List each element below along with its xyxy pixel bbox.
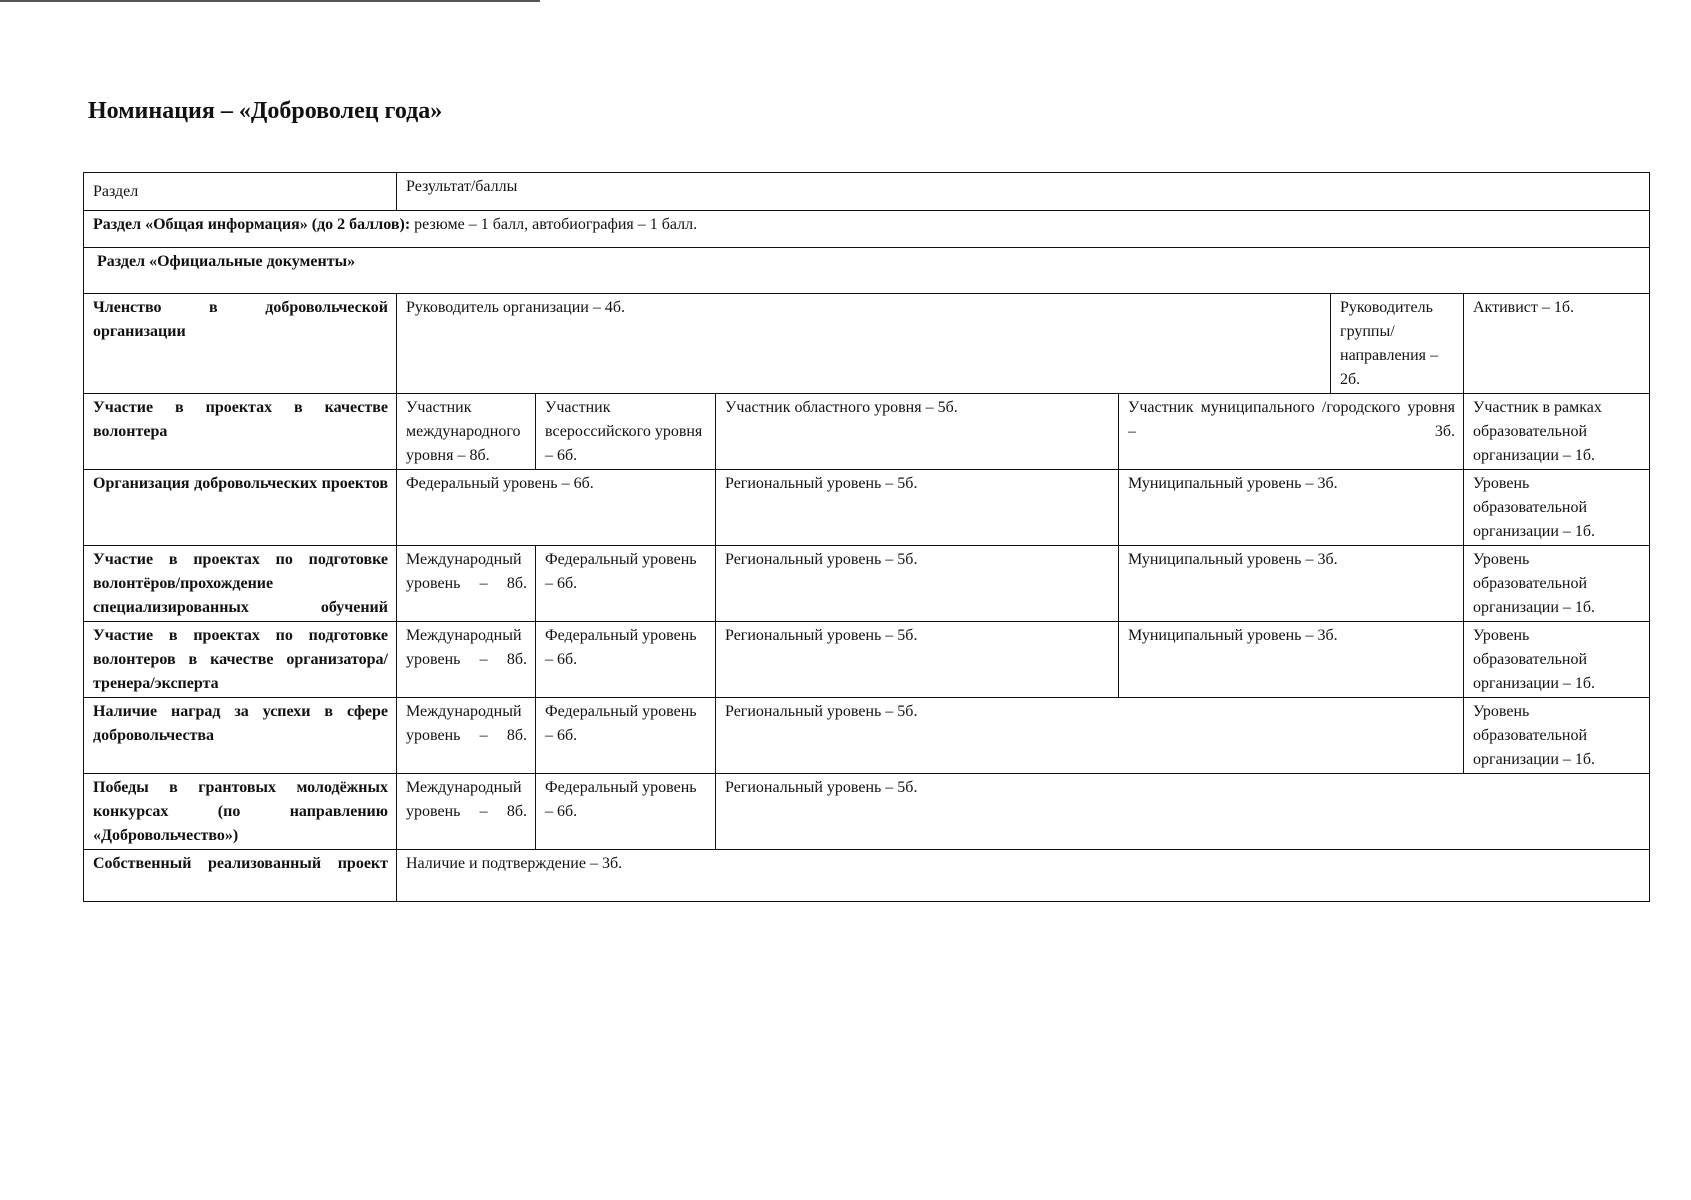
row-label: Наличие наград за успехи в сфере добровольчества xyxy=(84,698,397,774)
score-cell: Федеральный уровень – 6б. xyxy=(536,774,716,850)
official-docs-heading: Раздел «Официальные документы» xyxy=(84,248,1650,294)
score-cell: Активист – 1б. xyxy=(1464,294,1650,394)
table-row xyxy=(84,622,1650,698)
official-docs-row xyxy=(84,248,1650,294)
score-cell: Участник муниципального /городского уровня – 3б. xyxy=(1119,394,1464,470)
score-cell: Федеральный уровень – 6б. xyxy=(536,546,716,622)
score-cell: Международный уровень – 8б. xyxy=(397,622,536,698)
table-header-row xyxy=(84,173,1650,211)
score-cell: Региональный уровень – 5б. xyxy=(716,698,1464,774)
score-cell: Уровень образовательной организации – 1б. xyxy=(1464,698,1650,774)
row-label: Организация добровольческих проектов xyxy=(84,470,397,546)
score-cell: Наличие и подтверждение – 3б. xyxy=(397,850,1650,902)
row-label: Участие в проектах в качестве волонтера xyxy=(84,394,397,470)
table-row xyxy=(84,698,1650,774)
score-cell: Уровень образовательной организации – 1б. xyxy=(1464,622,1650,698)
score-cell: Участник международного уровня – 8б. xyxy=(397,394,536,470)
header-result: Результат/баллы xyxy=(397,173,1650,211)
row-label: Участие в проектах по подготовке волонтеров в качестве организатора/тренера/эксперта xyxy=(84,622,397,698)
general-info-label: Раздел «Общая информация» (до 2 баллов): xyxy=(93,216,411,233)
table-row xyxy=(84,394,1650,470)
table-row xyxy=(84,850,1650,902)
score-cell: Муниципальный уровень – 3б. xyxy=(1119,622,1464,698)
score-cell: Международный уровень – 8б. xyxy=(397,774,536,850)
row-label: Участие в проектах по подготовке волонтёров/прохождение специализированных обучений xyxy=(84,546,397,622)
header-section: Раздел xyxy=(84,173,397,211)
table-row xyxy=(84,470,1650,546)
score-cell: Международный уровень – 8б. xyxy=(397,546,536,622)
general-info-cell xyxy=(84,211,1650,248)
row-label: Победы в грантовых молодёжных конкурсах (по направлению «Добровольчество») xyxy=(84,774,397,850)
general-info-text: резюме – 1 балл, автобиография – 1 балл. xyxy=(414,216,698,233)
row-label: Членство в добровольческой организации xyxy=(84,294,397,394)
score-cell: Региональный уровень – 5б. xyxy=(716,470,1119,546)
score-cell: Региональный уровень – 5б. xyxy=(716,774,1650,850)
scoring-table xyxy=(83,172,1650,902)
score-cell: Федеральный уровень – 6б. xyxy=(397,470,716,546)
table-row xyxy=(84,294,1650,394)
score-cell: Участник в рамках образовательной организации – 1б. xyxy=(1464,394,1650,470)
score-cell: Федеральный уровень – 6б. xyxy=(536,622,716,698)
score-cell: Участник областного уровня – 5б. xyxy=(716,394,1119,470)
score-cell: Муниципальный уровень – 3б. xyxy=(1119,470,1464,546)
general-info-row xyxy=(84,211,1650,248)
score-cell: Региональный уровень – 5б. xyxy=(716,546,1119,622)
score-cell: Региональный уровень – 5б. xyxy=(716,622,1119,698)
table-row xyxy=(84,546,1650,622)
table-row xyxy=(84,774,1650,850)
score-cell: Федеральный уровень – 6б. xyxy=(536,698,716,774)
score-cell: Руководитель группы/направления – 2б. xyxy=(1331,294,1464,394)
score-cell: Уровень образовательной организации – 1б. xyxy=(1464,470,1650,546)
score-cell: Руководитель организации – 4б. xyxy=(397,294,1331,394)
score-cell: Уровень образовательной организации – 1б. xyxy=(1464,546,1650,622)
score-cell: Муниципальный уровень – 3б. xyxy=(1119,546,1464,622)
page-title: Номинация – «Доброволец года» xyxy=(88,98,443,124)
score-cell: Участник всероссийского уровня – 6б. xyxy=(536,394,716,470)
score-cell: Международный уровень – 8б. xyxy=(397,698,536,774)
scan-top-line xyxy=(0,0,540,2)
row-label: Собственный реализованный проект xyxy=(84,850,397,902)
